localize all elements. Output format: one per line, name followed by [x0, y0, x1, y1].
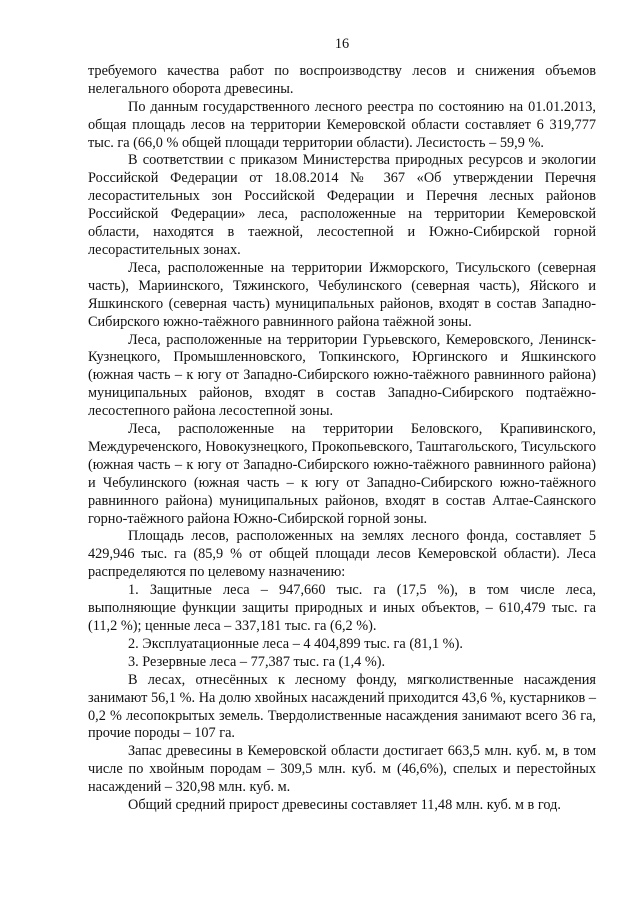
paragraph-forest-steppe-zone: Леса, расположенные на территории Гурьевского, Кемеровского, Ленинск-Кузнецкого, Промышленновского, Топкинского, Юргинского и Яшкинского (южная часть – к югу от Западно-Сибирского южно-таёжного равнинного района) муниципальных районов, входят в состав Западно-Сибирского подтаёжно-лесостепного района лесостепной зоны.	[88, 331, 596, 420]
paragraph-species-composition: В лесах, отнесённых к лесному фонду, мягколиственные насаждения занимают 56,1 %. На долю хвойных насаждений приходится 43,6 %, кустарников – 0,2 % лесопокрытых земель. Твердолиственные насаждения занимают всего 36 га, прочие породы – 107 га.	[88, 671, 596, 742]
list-item-protective-forests: 1. Защитные леса – 947,660 тыс. га (17,5 %), в том числе леса, выполняющие функции защиты природных и иных объектов, – 610,479 тыс. га (11,2 %); ценные леса – 337,181 тыс. га (6,2 %).	[88, 582, 596, 634]
paragraph-continuation: требуемого качества работ по воспроизводству лесов и снижения объемов нелегального оборота древесины.	[88, 62, 596, 97]
paragraph-forest-fund-area: Площадь лесов, расположенных на землях лесного фонда, составляет 5 429,946 тыс. га (85,9 % от общей площади лесов Кемеровской области). Леса распределяются по целевому назначению:	[88, 528, 596, 581]
paragraph-taiga-zone: Леса, расположенные на территории Ижморского, Тисульского (северная часть), Мариинского, Тяжинского, Чебулинского (северная часть), Яйского и Яшкинского (северная часть) муниципальных районов, входят в состав Западно-Сибирского южно-таёжного равнинного района таёжной зоны.	[88, 259, 596, 330]
document-page	[88, 36, 596, 815]
list-item-reserve-forests: 3. Резервные леса – 77,387 тыс. га (1,4 %).	[128, 653, 386, 670]
paragraph-ministry-order: В соответствии с приказом Министерства природных ресурсов и экологии Российской Федерации от 18.08.2014 № 367 «Об утверждении Перечня лесорастительных зон Российской Федерации и Перечня лесных районов Российской Федерации» леса, расположенные на территории Кемеровской области, находятся в таежной, лесостепной и Южно-Сибирской горной лесорастительных зонах.	[88, 152, 596, 258]
paragraph-timber-stock: Запас древесины в Кемеровской области достигает 663,5 млн. куб. м, в том числе по хвойным породам – 309,5 млн. куб. м (46,6%), спелых и перестойных насаждений – 320,98 млн. куб. м.	[88, 743, 596, 796]
paragraph-annual-growth: Общий средний прирост древесины составляет 11,48 млн. куб. м в год.	[128, 797, 561, 814]
paragraph-mountain-zone: Леса, расположенные на территории Беловского, Крапивинского, Междуреченского, Новокузнецкого, Прокопьевского, Таштагольского, Тисульского (южная часть – к югу от Западно-Сибирского южно-таёжного равнинного района) и Чебулинского (южная часть – к югу от Западно-Сибирского южно-таёжного равнинного района) муниципальных районов, входят в состав Алтае-Саянского горно-таёжного района Южно-Сибирской горной зоны.	[88, 421, 596, 527]
list-item-exploitation-forests: 2. Эксплуатационные леса – 4 404,899 тыс. га (81,1 %).	[128, 635, 463, 652]
page-number: 16	[334, 36, 350, 52]
paragraph-forest-area: По данным государственного лесного реестра по состоянию на 01.01.2013, общая площадь лесов на территории Кемеровской области составляет 6 319,777 тыс. га (66,0 % общей площади территории области). Лесистость – 59,9 %.	[88, 98, 596, 151]
